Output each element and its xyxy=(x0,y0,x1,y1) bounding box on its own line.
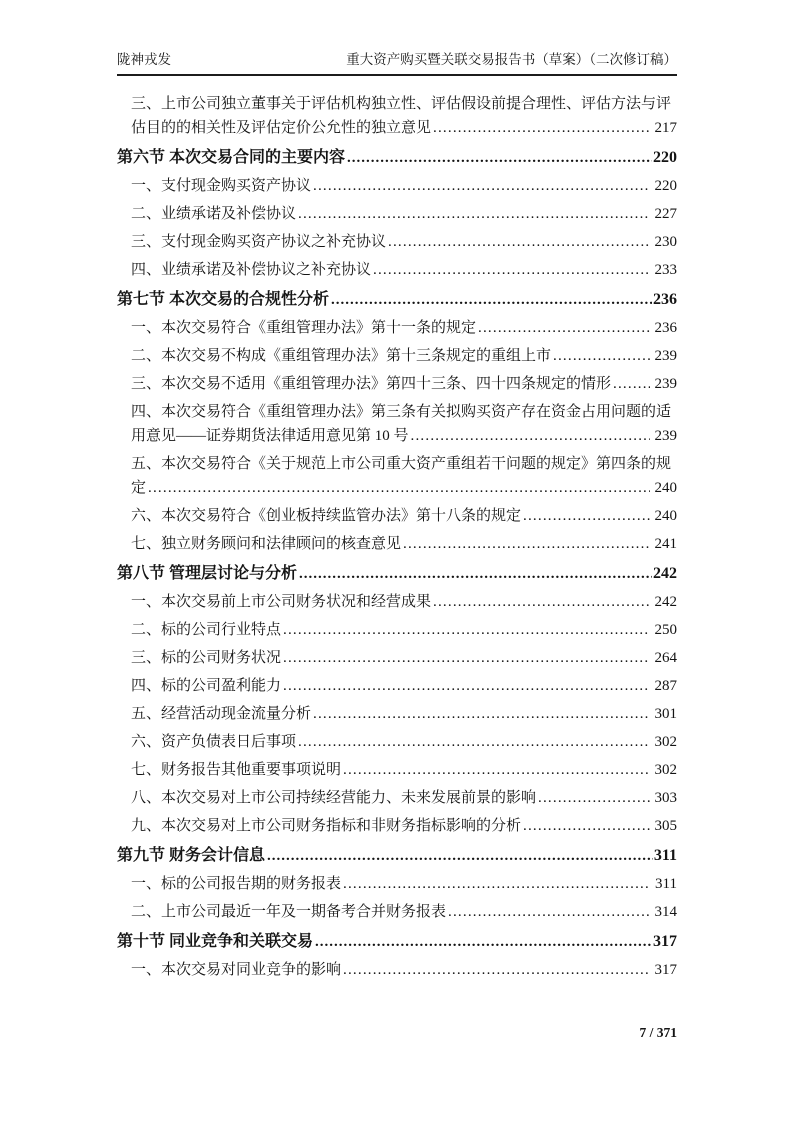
toc-entry-text: 九、本次交易对上市公司财务指标和非财务指标影响的分析 xyxy=(131,818,522,834)
toc-item-row xyxy=(117,958,677,982)
document-page xyxy=(117,52,677,986)
toc-entry-text: 二、业绩承诺及补偿协议 xyxy=(131,206,297,222)
page-number: 230 xyxy=(654,234,677,250)
toc-entry-text: 二、标的公司行业特点 xyxy=(131,622,282,638)
toc-entry-text: 一、标的公司报告期的财务报表 xyxy=(131,876,342,892)
toc-entry-text: 八、本次交易对上市公司持续经营能力、未来发展前景的影响 xyxy=(131,790,537,806)
toc-item-row xyxy=(117,344,677,368)
toc-section-row xyxy=(117,844,677,868)
dot-leader xyxy=(613,372,649,396)
page-number: 236 xyxy=(654,320,677,336)
toc-item-row xyxy=(117,814,677,838)
toc-item-row xyxy=(117,618,677,642)
page-number: 317 xyxy=(653,933,677,950)
page-number: 242 xyxy=(653,565,677,582)
toc-entry-text: 第九节 财务会计信息 xyxy=(117,847,266,864)
toc-section-row xyxy=(117,146,677,170)
dot-leader xyxy=(448,900,649,924)
dot-leader xyxy=(313,702,649,726)
toc-entry-text: 第六节 本次交易合同的主要内容 xyxy=(117,149,346,166)
dot-leader xyxy=(267,844,653,868)
dot-leader xyxy=(523,504,649,528)
toc-item-row xyxy=(117,258,677,282)
dot-leader xyxy=(343,758,649,782)
toc-entry-text: 用意见——证券期货法律适用意见第 10 号 xyxy=(131,428,409,444)
toc-entry-text: 五、经营活动现金流量分析 xyxy=(131,706,312,722)
toc-entry-text: 一、支付现金购买资产协议 xyxy=(131,178,312,194)
toc-item-row xyxy=(117,400,677,448)
page-number: 302 xyxy=(654,734,677,750)
page-number: 314 xyxy=(654,904,677,920)
toc-item-row xyxy=(117,504,677,528)
toc-entry-text: 一、本次交易符合《重组管理办法》第十一条的规定 xyxy=(131,320,477,336)
dot-leader xyxy=(373,258,649,282)
page-number: 240 xyxy=(654,480,677,496)
toc-item-row xyxy=(117,174,677,198)
toc-entry-text: 二、本次交易不构成《重组管理办法》第十三条规定的重组上市 xyxy=(131,348,552,364)
toc-item-row xyxy=(117,702,677,726)
dot-leader xyxy=(331,288,652,312)
dot-leader xyxy=(343,872,650,896)
toc-entry-text: 四、标的公司盈利能力 xyxy=(131,678,282,694)
dot-leader xyxy=(523,814,649,838)
toc-entry-text: 六、资产负债表日后事项 xyxy=(131,734,297,750)
page-number: 239 xyxy=(654,428,677,444)
toc-entry-text: 六、本次交易符合《创业板持续监管办法》第十八条的规定 xyxy=(131,508,522,524)
dot-leader xyxy=(403,532,649,556)
toc-entry-text: 四、业绩承诺及补偿协议之补充协议 xyxy=(131,262,372,278)
page-number: 220 xyxy=(653,149,677,166)
dot-leader xyxy=(298,730,649,754)
dot-leader xyxy=(538,786,649,810)
dot-leader xyxy=(347,146,652,170)
page-number: 227 xyxy=(654,206,677,222)
company-short-name: 陇神戎发 xyxy=(117,52,171,67)
page-number: 217 xyxy=(654,120,677,136)
dot-leader xyxy=(148,476,649,500)
toc-section-row xyxy=(117,930,677,954)
toc-entry-text: 三、本次交易不适用《重组管理办法》第四十三条、四十四条规定的情形 xyxy=(131,376,612,392)
toc-entry-text: 二、上市公司最近一年及一期备考合并财务报表 xyxy=(131,904,447,920)
toc-entry-text: 七、独立财务顾问和法律顾问的核查意见 xyxy=(131,536,402,552)
dot-leader xyxy=(298,202,649,226)
page-number: 241 xyxy=(654,536,677,552)
page-number: 317 xyxy=(654,962,677,978)
page-number: 311 xyxy=(653,847,677,864)
dot-leader xyxy=(478,316,649,340)
toc-entry-text: 五、本次交易符合《关于规范上市公司重大资产重组若干问题的规定》第四条的规 xyxy=(131,456,672,472)
toc-entry-text: 第七节 本次交易的合规性分析 xyxy=(117,291,330,308)
page-number: 303 xyxy=(654,790,677,806)
toc-item-row xyxy=(117,646,677,670)
page-number: 301 xyxy=(654,706,677,722)
dot-leader xyxy=(433,116,649,140)
dot-leader xyxy=(283,674,649,698)
page-number: 250 xyxy=(654,622,677,638)
toc-section-row xyxy=(117,562,677,586)
toc-item-row xyxy=(117,758,677,782)
page-number: 220 xyxy=(654,178,677,194)
page-number: 264 xyxy=(654,650,677,666)
dot-leader xyxy=(411,424,650,448)
dot-leader xyxy=(315,930,652,954)
toc-entry-text: 四、本次交易符合《重组管理办法》第三条有关拟购买资产存在资金占用问题的适 xyxy=(131,404,672,420)
page-number: 311 xyxy=(655,876,677,892)
page-number: 302 xyxy=(654,762,677,778)
dot-leader xyxy=(283,646,649,670)
toc-item-row xyxy=(117,900,677,924)
toc-item-row xyxy=(117,316,677,340)
page-number: 239 xyxy=(654,348,677,364)
toc-item-row xyxy=(117,202,677,226)
dot-leader xyxy=(553,344,649,368)
table-of-contents xyxy=(117,92,677,982)
toc-entry-text: 一、本次交易对同业竞争的影响 xyxy=(131,962,342,978)
dot-leader xyxy=(343,958,649,982)
dot-leader xyxy=(313,174,649,198)
toc-item-row xyxy=(117,674,677,698)
toc-item-row xyxy=(117,590,677,614)
dot-leader xyxy=(388,230,649,254)
running-header xyxy=(117,52,677,76)
toc-entry-text: 第十节 同业竞争和关联交易 xyxy=(117,933,314,950)
page-number: 305 xyxy=(654,818,677,834)
dot-leader xyxy=(433,590,649,614)
toc-entry-text: 三、上市公司独立董事关于评估机构独立性、评估假设前提合理性、评估方法与评 xyxy=(131,96,672,112)
dot-leader xyxy=(283,618,649,642)
page-number: 236 xyxy=(653,291,677,308)
page-number: 287 xyxy=(654,678,677,694)
toc-entry-text: 七、财务报告其他重要事项说明 xyxy=(131,762,342,778)
toc-item-row xyxy=(117,452,677,500)
toc-item-row xyxy=(117,786,677,810)
page-indicator: 7 / 371 xyxy=(639,1025,677,1040)
toc-item-row xyxy=(117,92,677,140)
toc-item-row xyxy=(117,230,677,254)
page-number: 239 xyxy=(654,376,677,392)
toc-item-row xyxy=(117,372,677,396)
toc-section-row xyxy=(117,288,677,312)
toc-entry-text: 定 xyxy=(131,480,147,496)
dot-leader xyxy=(299,562,652,586)
toc-entry-text: 一、本次交易前上市公司财务状况和经营成果 xyxy=(131,594,432,610)
page-number: 233 xyxy=(654,262,677,278)
toc-entry-text: 三、标的公司财务状况 xyxy=(131,650,282,666)
report-title: 重大资产购买暨关联交易报告书（草案）（二次修订稿） xyxy=(346,52,677,67)
toc-entry-text: 第八节 管理层讨论与分析 xyxy=(117,565,298,582)
toc-item-row xyxy=(117,532,677,556)
toc-entry-text: 三、支付现金购买资产协议之补充协议 xyxy=(131,234,387,250)
toc-item-row xyxy=(117,872,677,896)
page-number: 240 xyxy=(654,508,677,524)
toc-entry-text: 估目的的相关性及评估定价公允性的独立意见 xyxy=(131,120,432,136)
toc-item-row xyxy=(117,730,677,754)
page-number: 242 xyxy=(654,594,677,610)
